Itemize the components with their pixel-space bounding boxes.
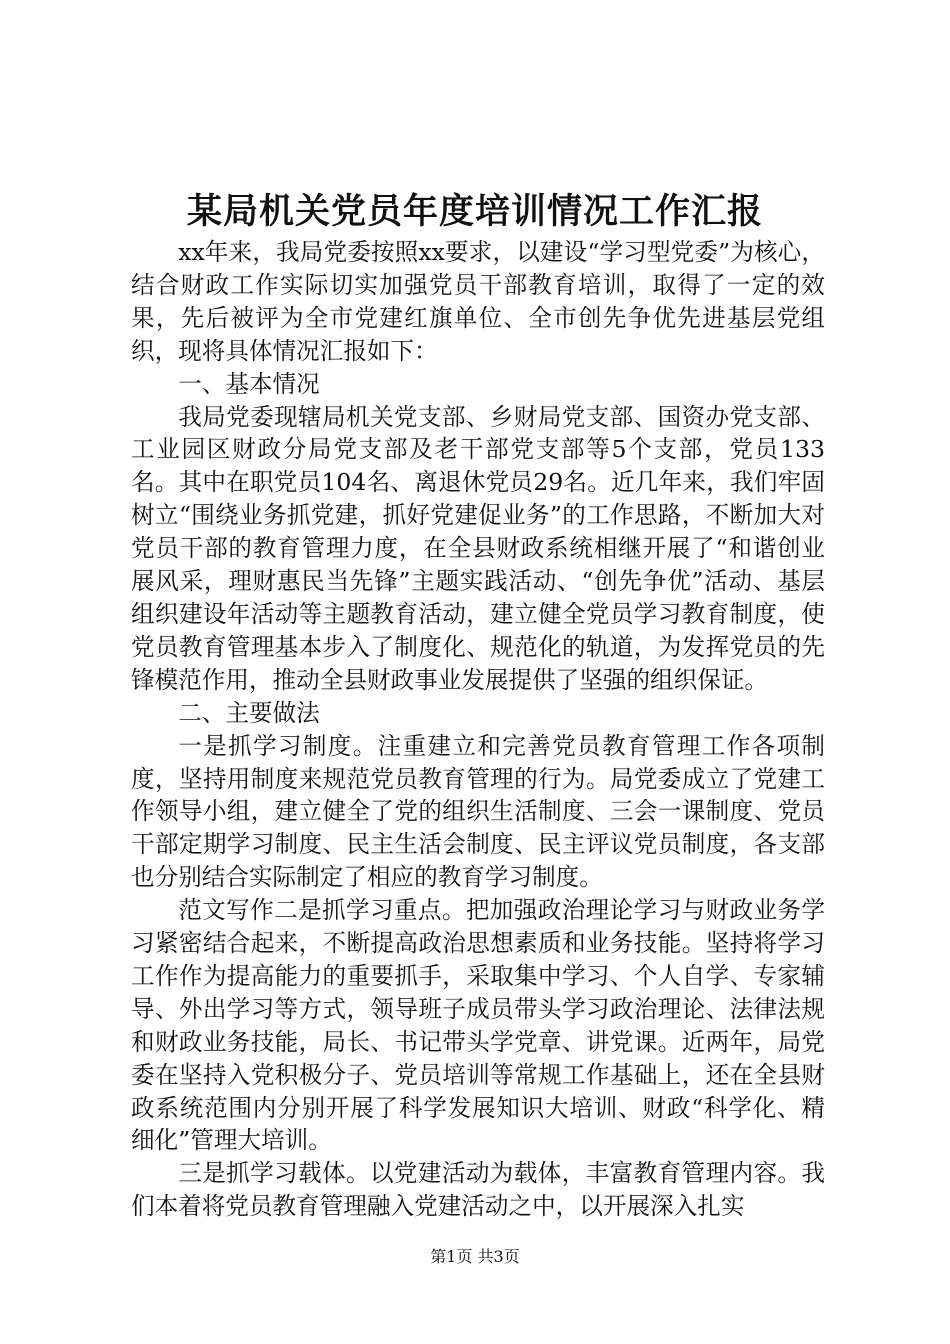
section-heading: 二、主要做法 xyxy=(178,698,320,727)
paragraph: 我局党委现辖局机关党支部、乡财局党支部、国资办党支部、工业园区财政分局党支部及老干部党支部等5个支部，党员133名。其中在职党员104名、离退休党员29名。近几年来，我们牢固树立“围绕业务抓党建，抓好党建促业务”的工作思路，不断加大对党员干部的教育管理力度，在全县财政系统相继开展了“和谐创业展风采，理财惠民当先锋”主题实践活动、“创先争优”活动、基层组织建设年活动等主题教育活动，建立健全党员学习教育制度，使党员教育管理基本步入了制度化、规范化的轨道，为发挥党员的先锋模范作用，推动全县财政事业发展提供了坚强的组织保证。 xyxy=(131,402,825,694)
page-footer: 第1页 共3页 xyxy=(430,1247,520,1266)
paragraph: 三是抓学习载体。以党建活动为载体，丰富教育管理内容。我们本着将党员教育管理融入党建活动之中，以开展深入扎实 xyxy=(131,1159,825,1221)
section-heading: 一、基本情况 xyxy=(178,369,320,398)
paragraph: 范文写作二是抓学习重点。把加强政治理论学习与财政业务学习紧密结合起来，不断提高政治思想素质和业务技能。坚持将学习工作作为提高能力的重要抓手，采取集中学习、个人自学、专家辅导、外出学习等方式，领导班子成员带头学习政治理论、法律法规和财政业务技能，局长、书记带头学党章、讲党课。近两年，局党委在坚持入党积极分子、党员培训等常规工作基础上，还在全县财政系统范围内分别开展了科学发展知识大培训、财政“科学化、精细化”管理大培训。 xyxy=(131,896,825,1155)
document-title: 某局机关党员年度培训情况工作汇报 xyxy=(186,192,763,232)
paragraph: xx年来，我局党委按照xx要求，以建设“学习型党委”为核心，结合财政工作实际切实加强党员干部教育培训，取得了一定的效果，先后被评为全市党建红旗单位、全市创先争优先进基层党组织，现将具体情况汇报如下： xyxy=(131,238,825,365)
document-body xyxy=(131,236,825,1223)
paragraph: 一是抓学习制度。注重建立和完善党员教育管理工作各项制度，坚持用制度来规范党员教育管理的行为。局党委成立了党建工作领导小组，建立健全了党的组织生活制度、三会一课制度、党员干部定期学习制度、民主生活会制度、民主评议党员制度，各支部也分别结合实际制定了相应的教育学习制度。 xyxy=(131,731,825,892)
